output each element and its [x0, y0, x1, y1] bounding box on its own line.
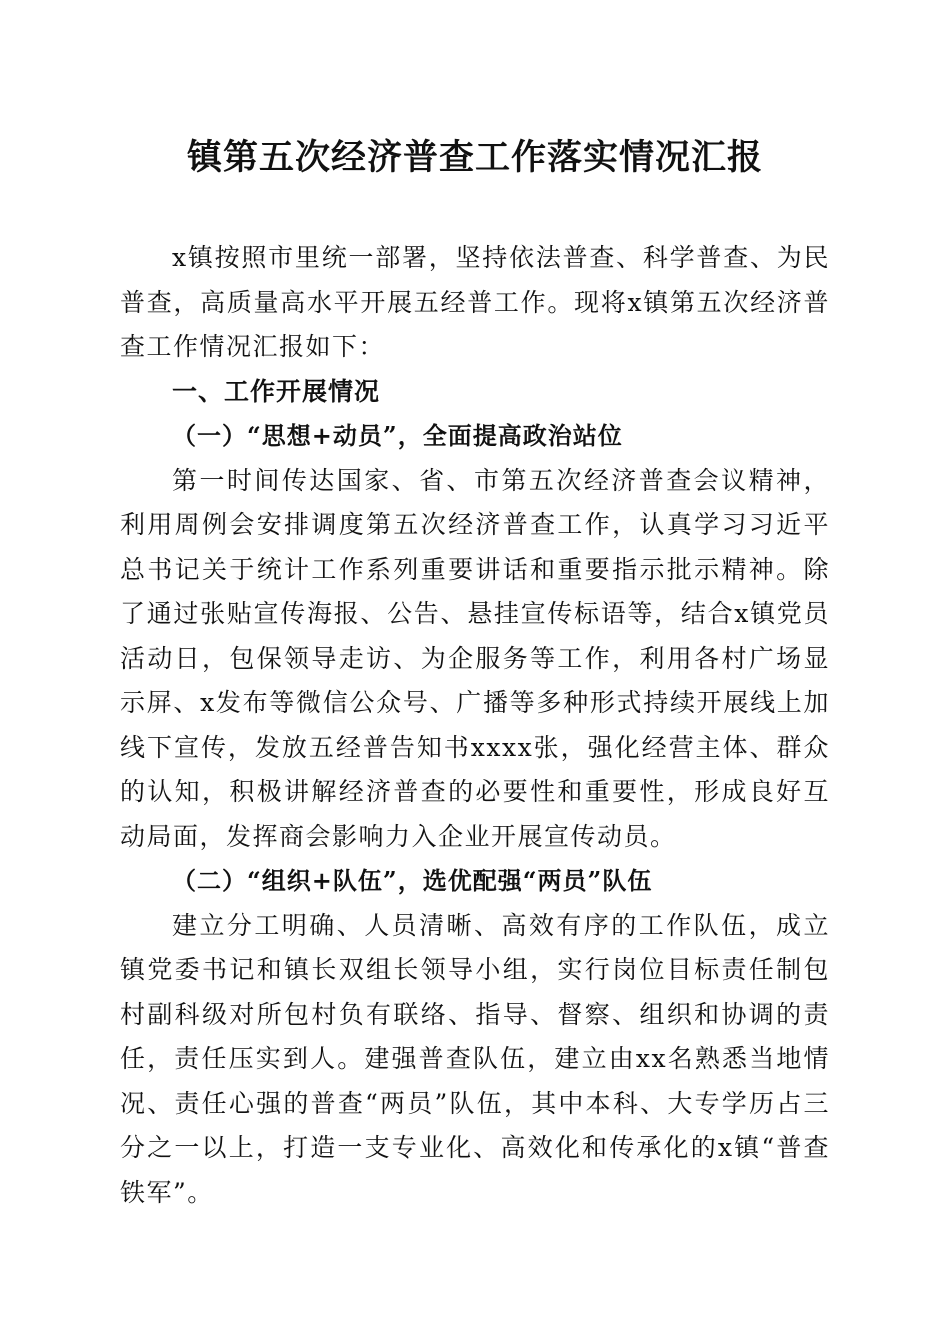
- document-body: [120, 236, 830, 1215]
- section-heading-work-progress: 一、工作开展情况: [172, 376, 381, 406]
- intro-paragraph: x镇按照市里统一部署，坚持依法普查、科学普查、为民普查，高质量高水平开展五经普工作。现将x镇第五次经济普查工作情况汇报如下：: [120, 243, 830, 361]
- subsection-paragraph-thought-mobilization: 第一时间传达国家、省、市第五次经济普查会议精神，利用周例会安排调度第五次经济普查工作，认真学习习近平总书记关于统计工作系列重要讲话和重要指示批示精神。除了通过张贴宣传海报、公告、悬挂宣传标语等，结合x镇党员活动日，包保领导走访、为企服务等工作，利用各村广场显示屏、x发布等微信公众号、广播等多种形式持续开展线上加线下宣传，发放五经普告知书xxxx张，强化经营主体、群众的认知，积极讲解经济普查的必要性和重要性，形成良好互动局面，发挥商会影响力入企业开展宣传动员。: [120, 465, 830, 851]
- subsection-heading-organization-team: （二）“组织+队伍”，选优配强“两员”队伍: [172, 866, 653, 895]
- subsection-heading-thought-mobilization: （一）“思想+动员”，全面提高政治站位: [172, 421, 623, 450]
- document-title: 镇第五次经济普查工作落实情况汇报: [186, 137, 763, 178]
- subsection-paragraph-organization-team: 建立分工明确、人员清晰、高效有序的工作队伍，成立镇党委书记和镇长双组长领导小组，实行岗位目标责任制包村副科级对所包村负有联络、指导、督察、组织和协调的责任，责任压实到人。建强普查队伍，建立由xx名熟悉当地情况、责任心强的普查“两员”队伍，其中本科、大专学历占三分之一以上，打造一支专业化、高效化和传承化的x镇“普查铁军”。: [120, 910, 830, 1207]
